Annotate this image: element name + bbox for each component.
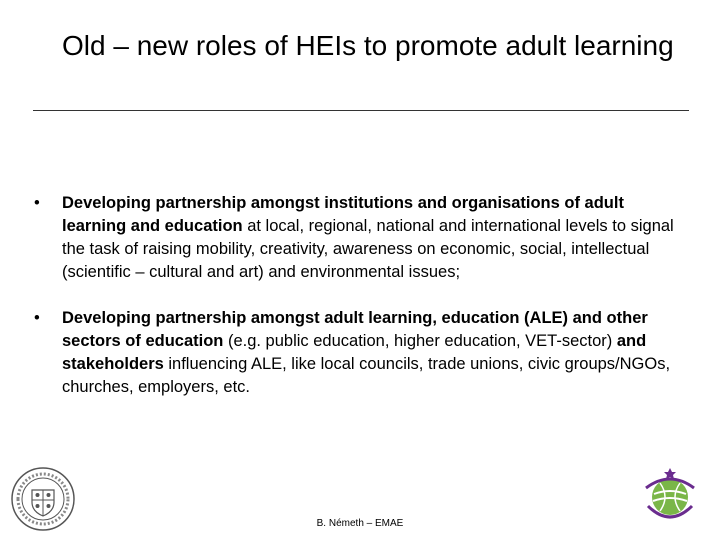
slide-title: Old – new roles of HEIs to promote adult learning bbox=[62, 30, 674, 61]
pascal-international-logo bbox=[640, 466, 700, 524]
title-divider bbox=[33, 110, 689, 111]
bullet-dot: • bbox=[34, 309, 40, 327]
bullet-text-2: influencing ALE, like local councils, trade unions, civic groups/NGOs, churches, employers, etc. bbox=[62, 355, 671, 396]
bullet-item-partnership-sectors bbox=[34, 307, 684, 399]
bullet-text: at local, regional, national and international levels to signal the task of raising mobility, creativity, awareness on economic, social, intellectual (scientific – cultural and art) and environmental issues; bbox=[62, 217, 674, 281]
slide-footer: B. Németh – EMAE bbox=[316, 518, 404, 529]
bullet-dot: • bbox=[34, 194, 40, 212]
bullet-bold-text-2: and stakeholders bbox=[62, 332, 647, 373]
bullet-item-partnership-institutions bbox=[34, 192, 684, 284]
bullet-text: (e.g. public education, higher education, VET-sector) bbox=[223, 332, 617, 350]
bullet-bold-text: Developing partnership amongst adult learning, education (ALE) and other sectors of education bbox=[62, 309, 648, 350]
bullet-bold-text: Developing partnership amongst institutions and organisations of adult learning and education bbox=[62, 194, 624, 235]
bullet-list bbox=[34, 192, 684, 399]
